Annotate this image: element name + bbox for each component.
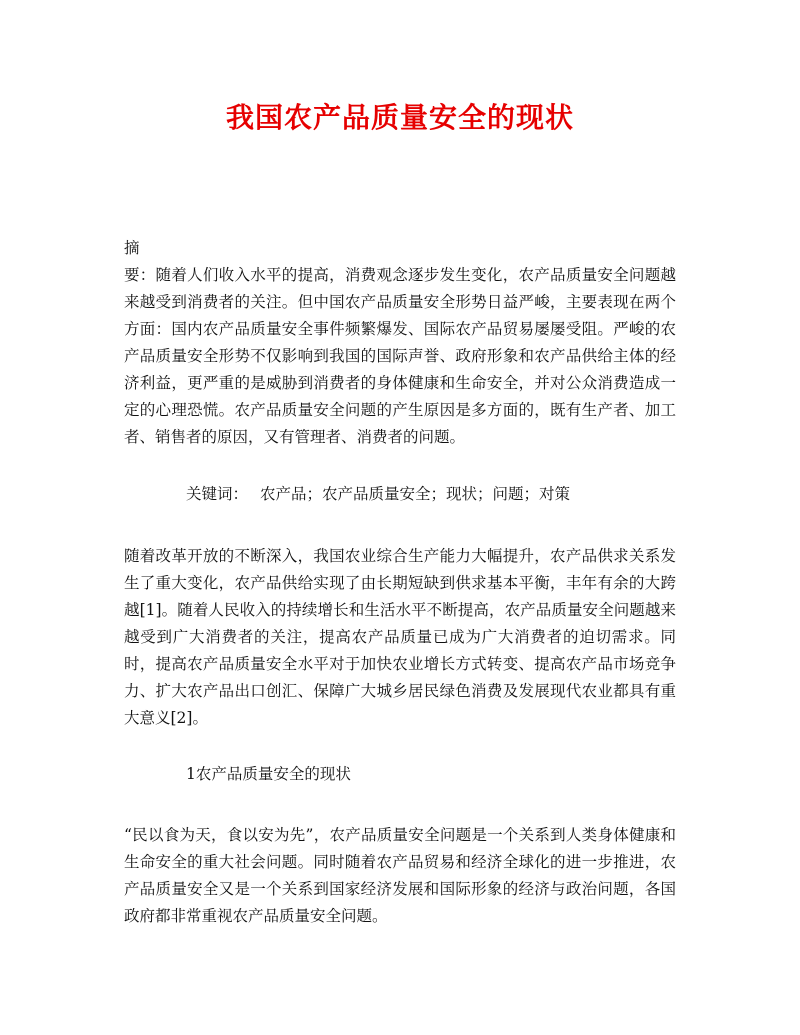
abstract-paragraph: 要：随着人们收入水平的提高，消费观念逐步发生变化，农产品质量安全问题越来越受到消费者的关注。但中国农产品质量安全形势日益严峻，主要表现在两个方面：国内农产品质量安全事件频繁爆发、国际农产品贸易屡屡受阻。严峻的农产品质量安全形势不仅影响到我国的国际声誉、政府形象和农产品供给主体的经济利益，更严重的是威胁到消费者的身体健康和生命安全，并对公众消费造成一定的心理恐慌。农产品质量安全问题的产生原因是多方面的，既有生产者、加工者、销售者的原因，又有管理者、消费者的问题。: [124, 266, 676, 446]
keywords-value: 农产品；农产品质量安全；现状；问题；对策: [260, 485, 571, 503]
section-heading: 1农产品质量安全的现状: [186, 765, 351, 783]
keywords-label: 关键词：: [186, 485, 249, 503]
intro-paragraph: 随着改革开放的不断深入，我国农业综合生产能力大幅提升，农产品供求关系发生了重大变化，农产品供给实现了由长期短缺到供求基本平衡，丰年有余的大跨越[1]。随着人民收入的持续增长和生活水平不断提高，农产品质量安全问题越来越受到广大消费者的关注，提高农产品质量已成为广大消费者的迫切需求。同时，提高农产品质量安全水平对于加快农业增长方式转变、提高农产品市场竞争力、扩大农产品出口创汇、保障广大城乡居民绿色消费及发展现代农业都具有重大意义[2]。: [124, 547, 676, 727]
section-paragraph: “民以食为天，食以安为先”，农产品质量安全问题是一个关系到人类身体健康和生命安全的重大社会问题。同时随着农产品贸易和经济全球化的进一步推进，农产品质量安全又是一个关系到国家经济发展和国际形象的经济与政治问题，各国政府都非常重视农产品质量安全问题。: [124, 826, 676, 925]
keywords-line: [186, 481, 570, 508]
abstract-heading: 摘: [124, 239, 140, 257]
document-title: 我国农产品质量安全的现状: [225, 101, 574, 134]
